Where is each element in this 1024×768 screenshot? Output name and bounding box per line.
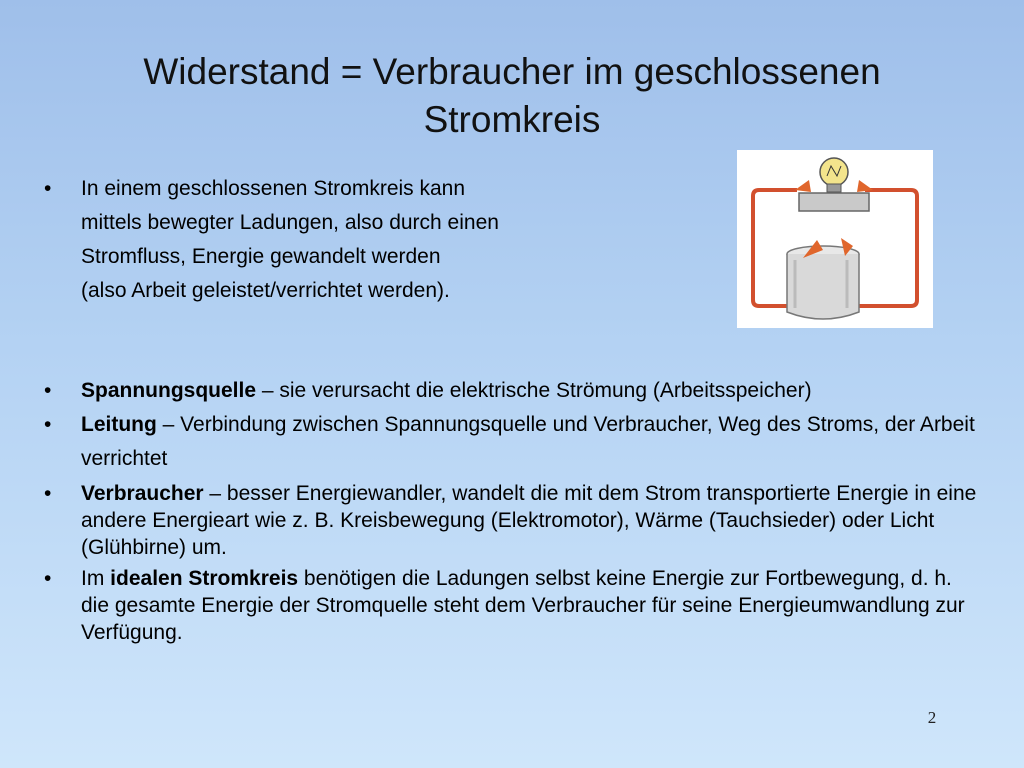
intro-line: mittels bewegter Ladungen, also durch einen <box>81 211 499 234</box>
intro-line: Stromfluss, Energie gewandelt werden <box>81 245 441 268</box>
bullet-dot: • <box>44 567 52 590</box>
bullet-text: – sie verursacht die elektrische Strömung (Arbeitsspeicher) <box>256 379 812 402</box>
clip-left-top <box>795 180 811 192</box>
bullet-term: Spannungsquelle <box>81 379 257 402</box>
intro-bullet-list <box>40 172 640 308</box>
bullet-text: benötigen die Ladungen selbst keine Energie zur Fortbewegung, d. h. die gesamte Energie der Stromquelle steht dem Verbraucher für seine Energieumwandlung zur Verfügung. <box>81 567 965 644</box>
intro-line: In einem geschlossenen Stromkreis kann <box>81 177 466 200</box>
bullet-text: – Verbindung zwischen Spannungsquelle und Verbraucher, Weg des Stroms, der Arbeit verrichtet <box>81 413 975 470</box>
bullet-leitung <box>40 408 980 476</box>
slide-title: Widerstand = Verbraucher im geschlossenen Stromkreis <box>143 51 881 140</box>
bullet-dot: • <box>44 482 52 505</box>
circuit-figure <box>737 150 933 328</box>
slide-number: 2 <box>927 708 937 727</box>
bullet-term: Leitung <box>81 413 157 436</box>
intro-line: (also Arbeit geleistet/verrichtet werden). <box>81 279 450 302</box>
bullet-dot: • <box>44 177 52 200</box>
bullet-idealer-stromkreis <box>40 565 980 646</box>
bullet-text: – besser Energiewandler, wandelt die mit dem Strom transportierte Energie in eine andere Energieart wie z. B. Kreisbewegung (Elektromotor), Wärme (Tauchsieder) oder Licht (Glühbirne) um. <box>81 482 977 559</box>
bullet-dot: • <box>44 379 52 402</box>
bulb-glass <box>820 158 848 186</box>
definition-bullet-list <box>40 374 980 646</box>
intro-bullet <box>40 172 640 308</box>
bullet-prefix: Im <box>81 567 111 590</box>
bullet-term: Verbraucher <box>81 482 204 505</box>
bulb-socket <box>799 193 869 211</box>
clip-right-top <box>857 180 873 192</box>
bullet-term: idealen Stromkreis <box>110 567 299 590</box>
bullet-spannungsquelle <box>40 374 980 408</box>
circuit-bulb-battery-icon <box>737 150 933 328</box>
bullet-dot: • <box>44 413 52 436</box>
bulb-base <box>827 184 841 192</box>
bullet-verbraucher <box>40 480 980 561</box>
